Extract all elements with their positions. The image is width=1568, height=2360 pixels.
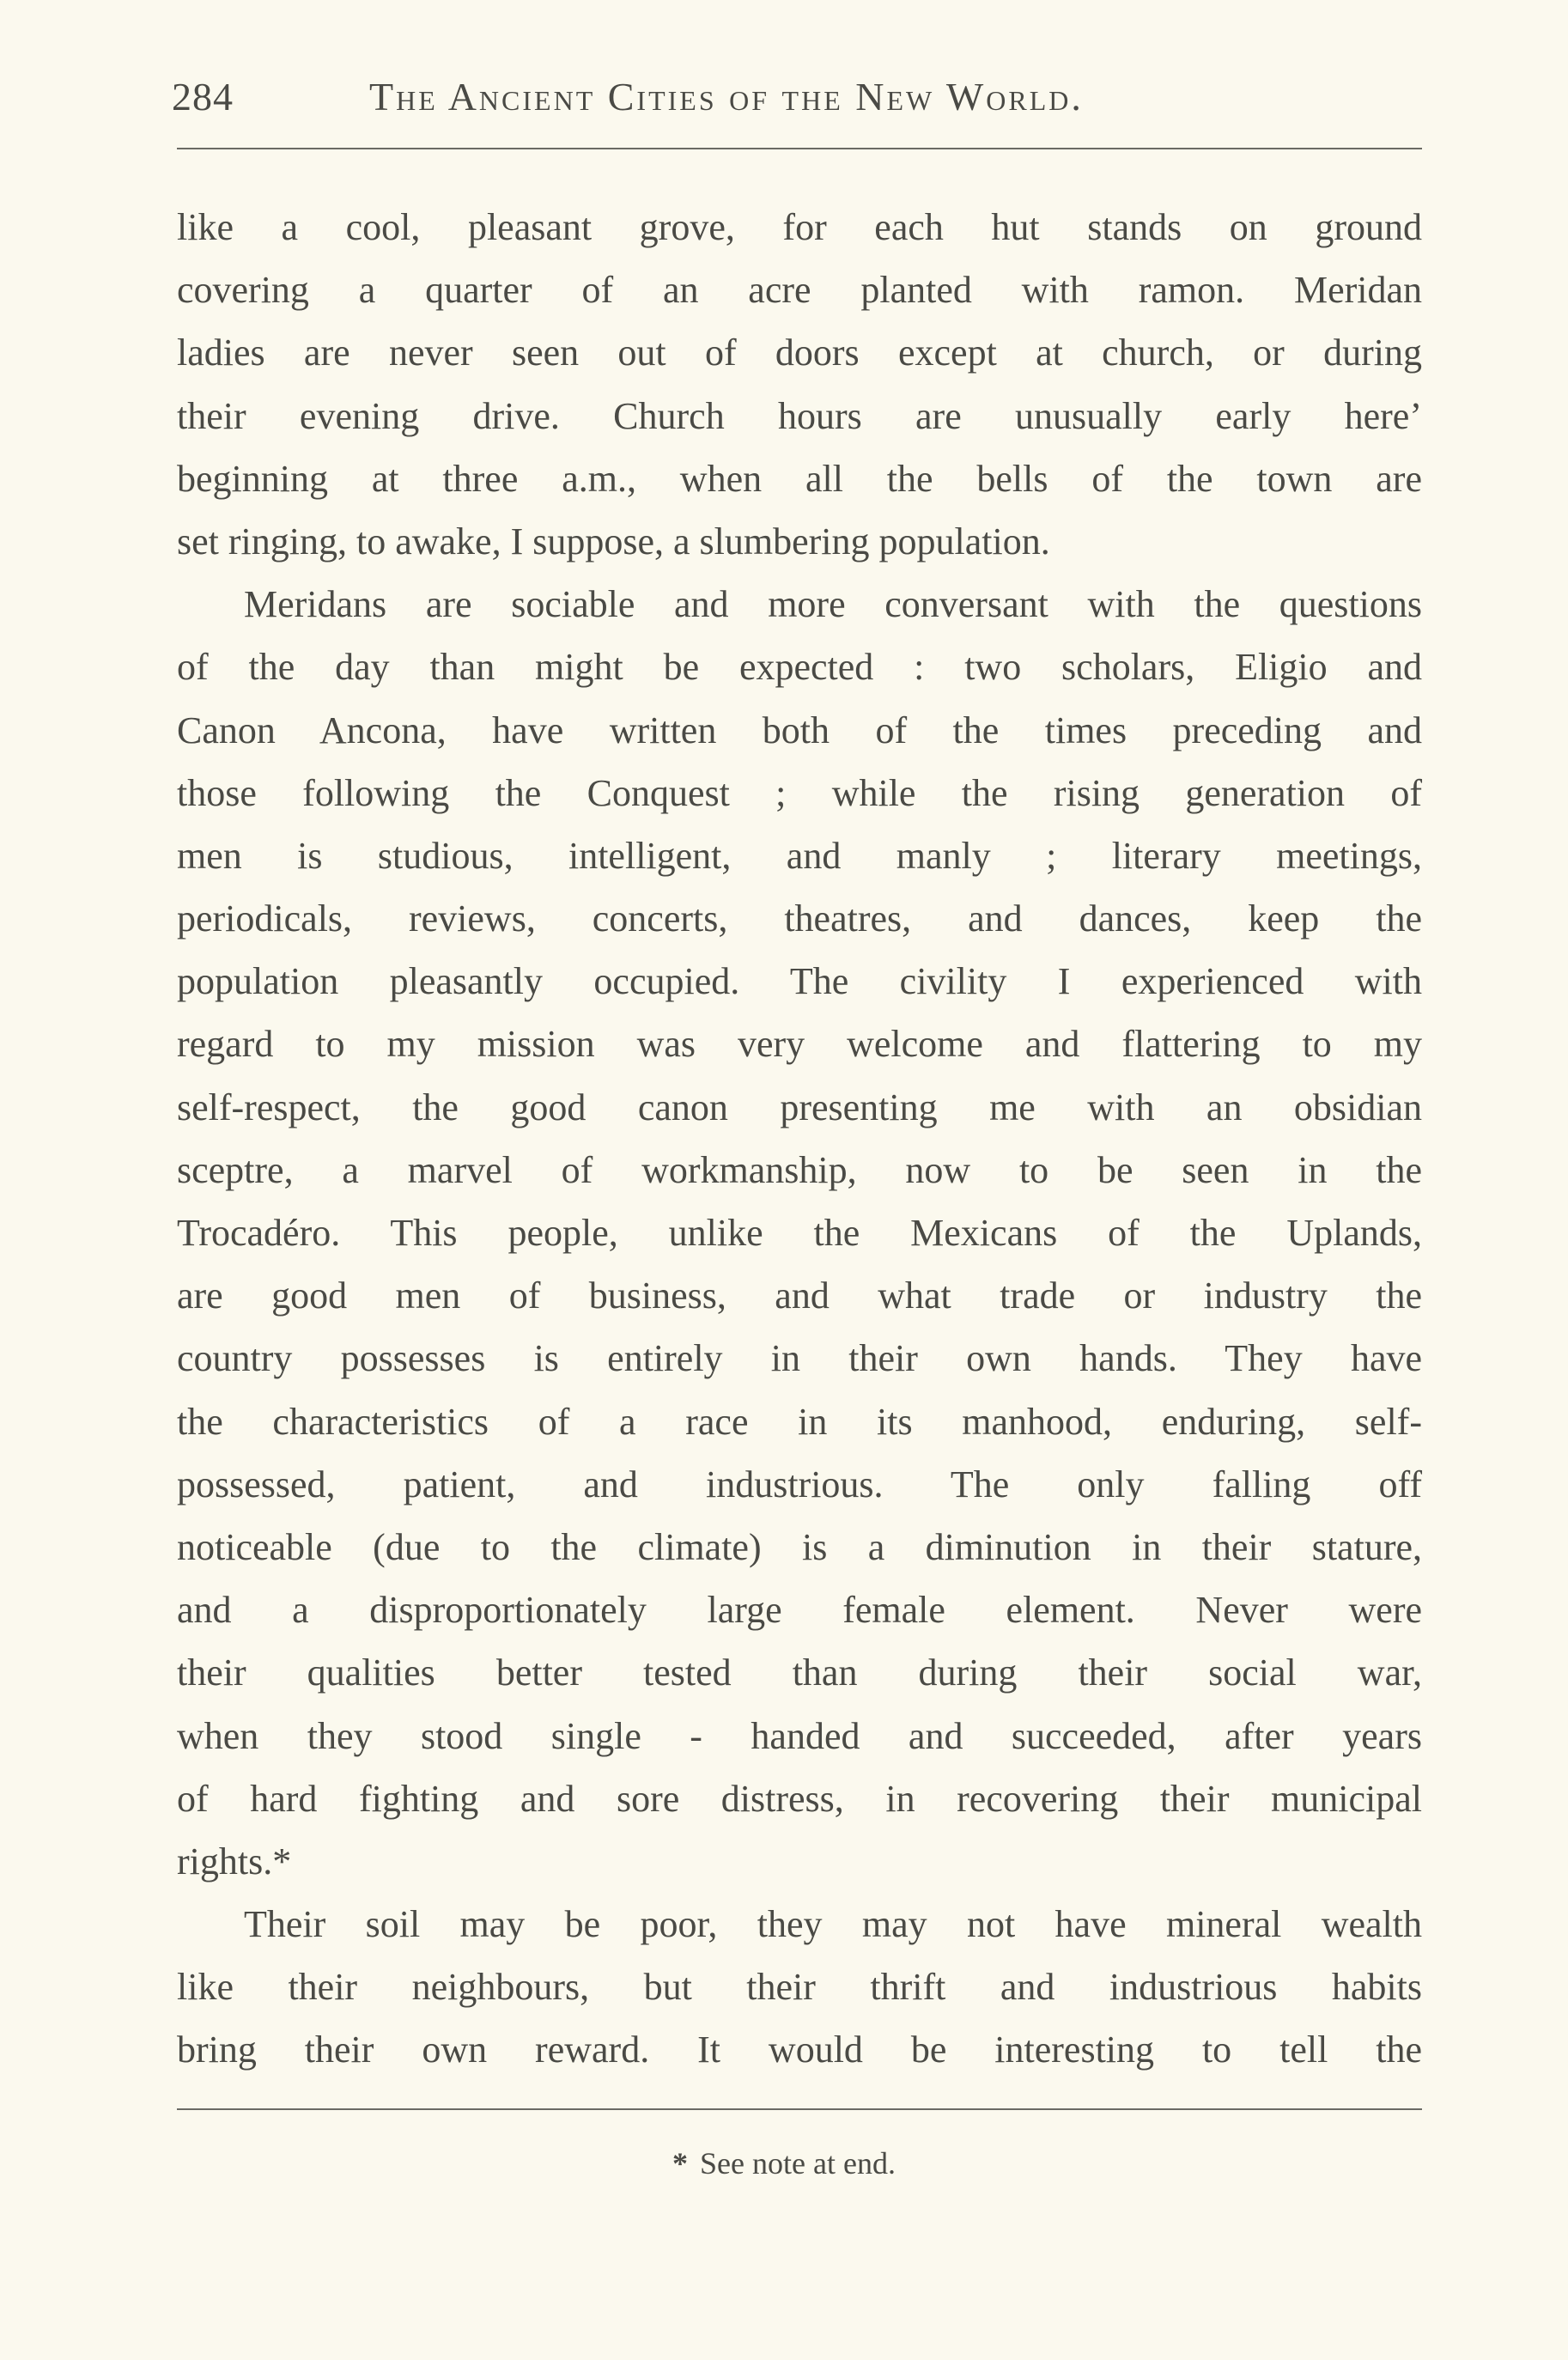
- text-line: ladies are never seen out of doors except at church, or during: [177, 331, 1422, 374]
- text-line: self-respect, the good canon presenting me with an obsidian: [177, 1086, 1422, 1128]
- text-line: the characteristics of a race in its manhood, enduring, self-: [177, 1400, 1422, 1443]
- running-title: The Ancient Cities of the New World.: [369, 75, 1084, 119]
- text-line: Their soil may be poor, they may not have mineral wealth: [244, 1903, 1422, 1946]
- text-line: rights.*: [177, 1840, 292, 1883]
- text-line: possessed, patient, and industrious. The only falling off: [177, 1463, 1422, 1505]
- footnote-marker: *: [672, 2146, 689, 2181]
- text-line: and a disproportionately large female element. Never were: [177, 1589, 1422, 1632]
- text-line: those following the Conquest ; while the rising generation of: [177, 771, 1422, 814]
- text-line: beginning at three a.m., when all the bells of the town are: [177, 457, 1422, 500]
- footnote-rule: [177, 2108, 1422, 2110]
- text-line: of hard fighting and sore distress, in recovering their municipal: [177, 1777, 1422, 1820]
- text-line: periodicals, reviews, concerts, theatres, and dances, keep the: [177, 897, 1422, 940]
- text-line: country possesses is entirely in their own hands. They have: [177, 1337, 1422, 1380]
- text-line: men is studious, intelligent, and manly ; literary meetings,: [177, 834, 1422, 877]
- text-line: of the day than might be expected : two scholars, Eligio and: [177, 646, 1422, 689]
- text-line: regard to my mission was very welcome and flattering to my: [177, 1023, 1422, 1066]
- text-line: set ringing, to awake, I suppose, a slumbering population.: [177, 520, 1050, 563]
- text-line: Trocadéro. This people, unlike the Mexicans of the Uplands,: [177, 1212, 1422, 1254]
- text-line: their evening drive. Church hours are unusually early hereʼ: [177, 394, 1422, 437]
- header-rule: [177, 148, 1422, 149]
- text-line: like a cool, pleasant grove, for each hut stands on ground: [177, 206, 1422, 248]
- text-line: Canon Ancona, have written both of the times preceding and: [177, 709, 1422, 751]
- text-line: sceptre, a marvel of workmanship, now to be seen in the: [177, 1148, 1422, 1191]
- text-line: Meridans are sociable and more conversant with the questions: [244, 583, 1422, 626]
- page-header: [172, 74, 1425, 134]
- body-text: [177, 196, 1422, 2082]
- text-line: bring their own reward. It would be interesting to tell the: [177, 2029, 1422, 2071]
- page-number: 284: [172, 75, 234, 119]
- footnote: [0, 2145, 1568, 2181]
- text-line: their qualities better tested than during their social war,: [177, 1651, 1422, 1694]
- text-line: noticeable (due to the climate) is a diminution in their stature,: [177, 1525, 1422, 1568]
- text-line: population pleasantly occupied. The civility I experienced with: [177, 960, 1422, 1003]
- text-line: when they stood single - handed and succeeded, after years: [177, 1714, 1422, 1757]
- footnote-text: See note at end.: [700, 2146, 896, 2181]
- text-line: covering a quarter of an acre planted with ramon. Meridan: [177, 269, 1422, 312]
- text-line: are good men of business, and what trade or industry the: [177, 1274, 1422, 1317]
- text-line: like their neighbours, but their thrift and industrious habits: [177, 1966, 1422, 2009]
